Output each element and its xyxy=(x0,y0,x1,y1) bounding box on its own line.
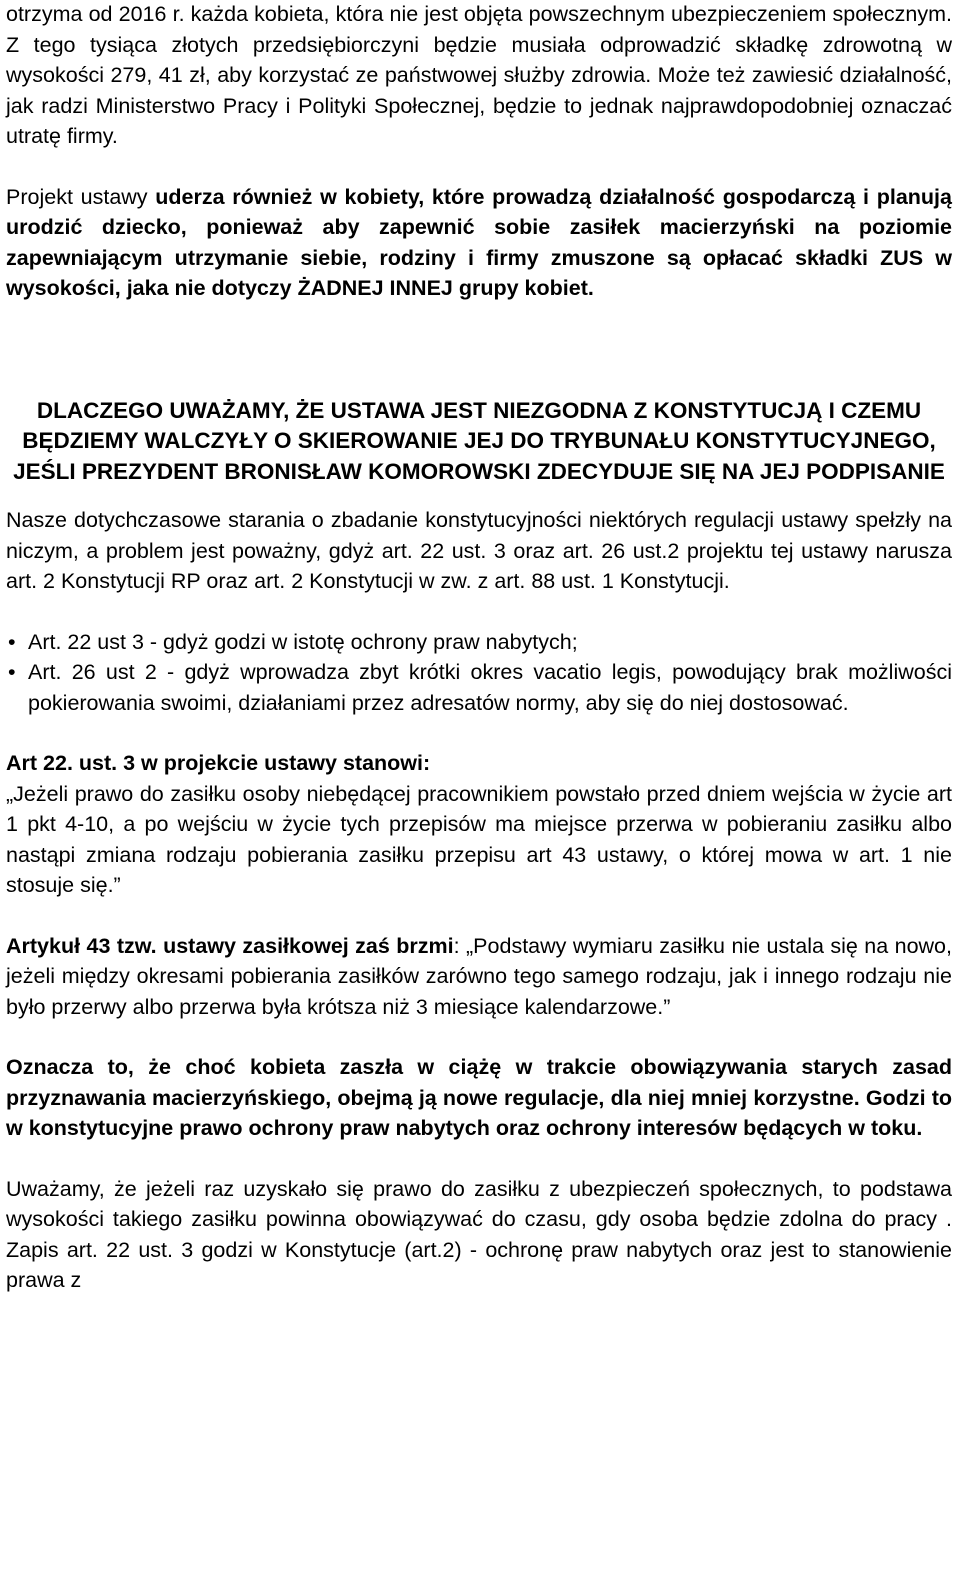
paragraph-constitutionality: Nasze dotychczasowe starania o zbadanie konstytucyjności niektórych regulacji ustawy spełzły na niczym, a problem jest poważny, gdyż art. 22 ust. 3 oraz art. 26 ust.2 projektu tej ustawy narusza art. 2 Konstytucji RP oraz art. 2 Konstytucji w zw. z art. 88 ust. 1 Konstytucji. xyxy=(6,508,952,593)
paragraph-conclusion xyxy=(6,1052,952,1144)
paragraph-project-bold: uderza również w kobiety, które prowadzą działalność gospodarczą i planują urodzić dziecko, ponieważ aby zapewnić sobie zasiłek macierzyński na poziomie zapewniającym utrzymanie siebie, rodziny i firmy zmuszone są opłacać składki ZUS w wysokości, jaka nie dotyczy ŻADNEJ INNEJ grupy kobiet. xyxy=(6,184,952,300)
paragraph-art-22-quote: „Jeżeli prawo do zasiłku osoby niebędącej pracownikiem powstało przed dniem wejścia w życie art 1 pkt 4-10, a po wejściu w życie tych przepisów ma miejsce przerwa w pobieraniu zasiłku albo nastąpi zmiana rodzaju pobierania zasiłku przepisu art 43 ustawy, o której mowa w art. 1 nie stosuje się.” xyxy=(6,781,952,897)
paragraph-art-22-title: Art 22. ust. 3 w projekcie ustawy stanowi: xyxy=(6,751,431,775)
section-heading: DLACZEGO UWAŻAMY, ŻE USTAWA JEST NIEZGODNA Z KONSTYTUCJĄ I CZEMU BĘDZIEMY WALCZYŁY O SKIEROWANIE JEJ DO TRYBUNAŁU KONSTYTUCYJNEGO, JEŚLI PREZYDENT BRONISŁAW KOMOROWSKI ZDECYDUJE SIĘ NA JEJ PODPISANIE xyxy=(13,397,945,484)
bullet-item-text: Art. 22 ust 3 - gdyż godzi w istotę ochrony praw nabytych; xyxy=(28,629,578,654)
paragraph-art-43-quote: : „Podstawy wymiaru zasiłku nie ustala się na nowo, jeżeli między okresami pobierania zasiłków zarówno tego samego rodzaju, jak i innego rodzaju nie było przerwy albo przerwa była krótsza niż 3 miesiące kalendarzowe.” xyxy=(6,933,952,1019)
paragraph-art-22 xyxy=(6,748,952,901)
article-bullet-list xyxy=(6,627,952,719)
paragraph-intro: otrzyma od 2016 r. każda kobieta, która nie jest objęta powszechnym ubezpieczeniem społecznym. Z tego tysiąca złotych przedsiębiorczyni będzie musiała odprowadzić składkę zdrowotną w wysokości 279, 41 zł, aby korzystać ze państwowej służby zdrowia. Może też zawiesić działalność, jak radzi Ministerstwo Pracy i Polityki Społecznej, będzie to jednak najprawdopodobniej oznaczać utratę firmy. xyxy=(6,2,952,148)
paragraph-project-lead: Projekt ustawy xyxy=(6,184,156,209)
bullet-icon: • xyxy=(8,660,16,684)
bullet-item-text: Art. 26 ust 2 - gdyż wprowadza zbyt krótki okres vacatio legis, powodujący brak możliwości pokierowania swoimi, działaniami przez adresatów normy, aby się do niej dostosować. xyxy=(28,660,952,715)
bullet-item-art-26 xyxy=(6,657,952,718)
bullet-icon: • xyxy=(8,629,16,654)
document-page xyxy=(6,0,952,1296)
bullet-item-art-22 xyxy=(6,627,952,658)
paragraph-conclusion-bold: Oznacza to, że choć kobieta zaszła w ciążę w trakcie obowiązywania starych zasad przyznawania macierzyńskiego, obejmą ją nowe regulacje, dla niej mniej korzystne. Godzi to w konstytucyjne prawo ochrony praw nabytych oraz ochrony interesów będących w toku. xyxy=(6,1055,952,1140)
paragraph-art-43 xyxy=(6,931,952,1023)
paragraph-art-43-title: Artykuł 43 tzw. ustawy zasiłkowej zaś brzmi xyxy=(6,933,454,958)
paragraph-project xyxy=(6,182,952,304)
paragraph-opinion: Uważamy, że jeżeli raz uzyskało się prawo do zasiłku z ubezpieczeń społecznych, to podstawa wysokości takiego zasiłku powinna obowiązywać do czasu, gdy osoba będzie zdolna do pracy . Zapis art. 22 ust. 3 godzi w Konstytucje (art.2) - ochronę praw nabytych oraz jest to stanowienie prawa z xyxy=(6,1176,952,1292)
